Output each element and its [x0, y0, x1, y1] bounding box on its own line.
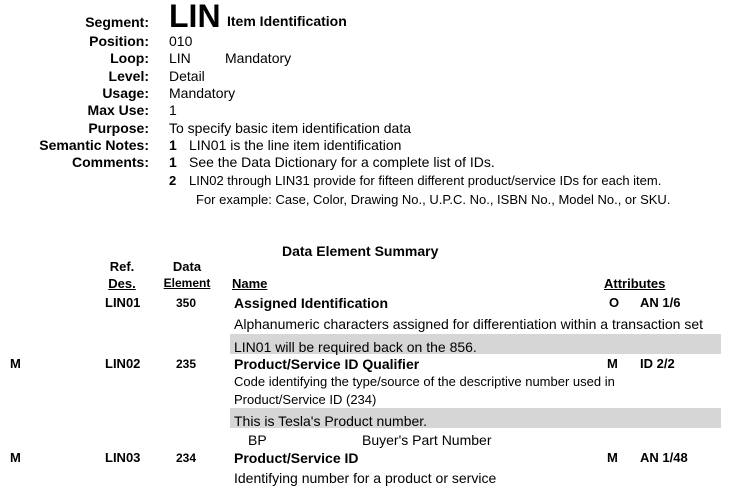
element-name: Product/Service ID [234, 450, 359, 466]
comment-example: For example: Case, Color, Drawing No., U.P.C. No., ISBN No., Model No., or SKU. [196, 192, 671, 207]
level-label: Level: [108, 68, 149, 84]
col-name: Name [232, 276, 268, 291]
comment-number: 2 [169, 173, 177, 188]
element-ref: LIN03 [105, 450, 141, 465]
summary-title: Data Element Summary [282, 243, 439, 259]
code-description: Buyer's Part Number [362, 432, 492, 448]
element-usage: O [609, 295, 620, 310]
level-value: Detail [169, 68, 205, 84]
element-description: Product/Service ID (234) [234, 392, 377, 407]
segment-label: Segment: [85, 14, 149, 30]
comments-label: Comments: [71, 154, 149, 170]
usage-label: Usage: [102, 85, 149, 101]
col-data-line2: Element [163, 276, 211, 290]
position-value: 010 [169, 33, 193, 49]
element-ref: LIN01 [105, 295, 141, 310]
element-description: Identifying number for a product or service [234, 470, 497, 486]
element-description: Alphanumeric characters assigned for differentiation within a transaction set [234, 316, 703, 332]
position-label: Position: [89, 33, 149, 49]
segment-name: Item Identification [227, 13, 347, 29]
maxuse-value: 1 [169, 102, 177, 118]
comment-number: 1 [169, 154, 177, 170]
element-note: This is Tesla's Product number. [234, 413, 428, 429]
col-data-line1: Data [172, 259, 202, 274]
element-description: Code identifying the type/source of the descriptive number used in [234, 374, 615, 389]
col-ref-line2: Des. [108, 276, 136, 291]
element-usage: M [607, 356, 618, 371]
element-requirement: M [10, 356, 21, 371]
purpose-label: Purpose: [88, 120, 149, 136]
element-ref: LIN02 [105, 356, 141, 371]
element-usage: M [607, 450, 618, 465]
col-attributes: Attributes [604, 276, 666, 291]
comment-text: LIN02 through LIN31 provide for fifteen different product/service IDs for each item. [189, 173, 662, 188]
element-type: AN 1/6 [640, 295, 681, 310]
purpose-value: To specify basic item identification data [169, 120, 412, 136]
loop-label: Loop: [110, 50, 149, 66]
element-type: ID 2/2 [640, 356, 675, 371]
col-ref-line1: Ref. [109, 259, 135, 274]
element-number: 350 [176, 296, 197, 310]
segment-code: LIN [169, 0, 221, 34]
semantic-note-number: 1 [169, 137, 177, 153]
element-number: 234 [176, 451, 197, 465]
element-name: Product/Service ID Qualifier [234, 356, 420, 372]
element-type: AN 1/48 [640, 450, 688, 465]
maxuse-label: Max Use: [87, 102, 149, 118]
loop-id: LIN [169, 50, 191, 66]
semantic-note-text: LIN01 is the line item identification [189, 137, 402, 153]
element-name: Assigned Identification [234, 295, 389, 311]
semantic-notes-label: Semantic Notes: [39, 137, 149, 153]
element-note: LIN01 will be required back on the 856. [234, 339, 477, 355]
code-value: BP [248, 432, 267, 448]
usage-value: Mandatory [169, 85, 236, 101]
element-requirement: M [10, 450, 21, 465]
comment-text: See the Data Dictionary for a complete list of IDs. [189, 154, 495, 170]
loop-requirement: Mandatory [225, 50, 292, 66]
element-number: 235 [176, 357, 197, 371]
